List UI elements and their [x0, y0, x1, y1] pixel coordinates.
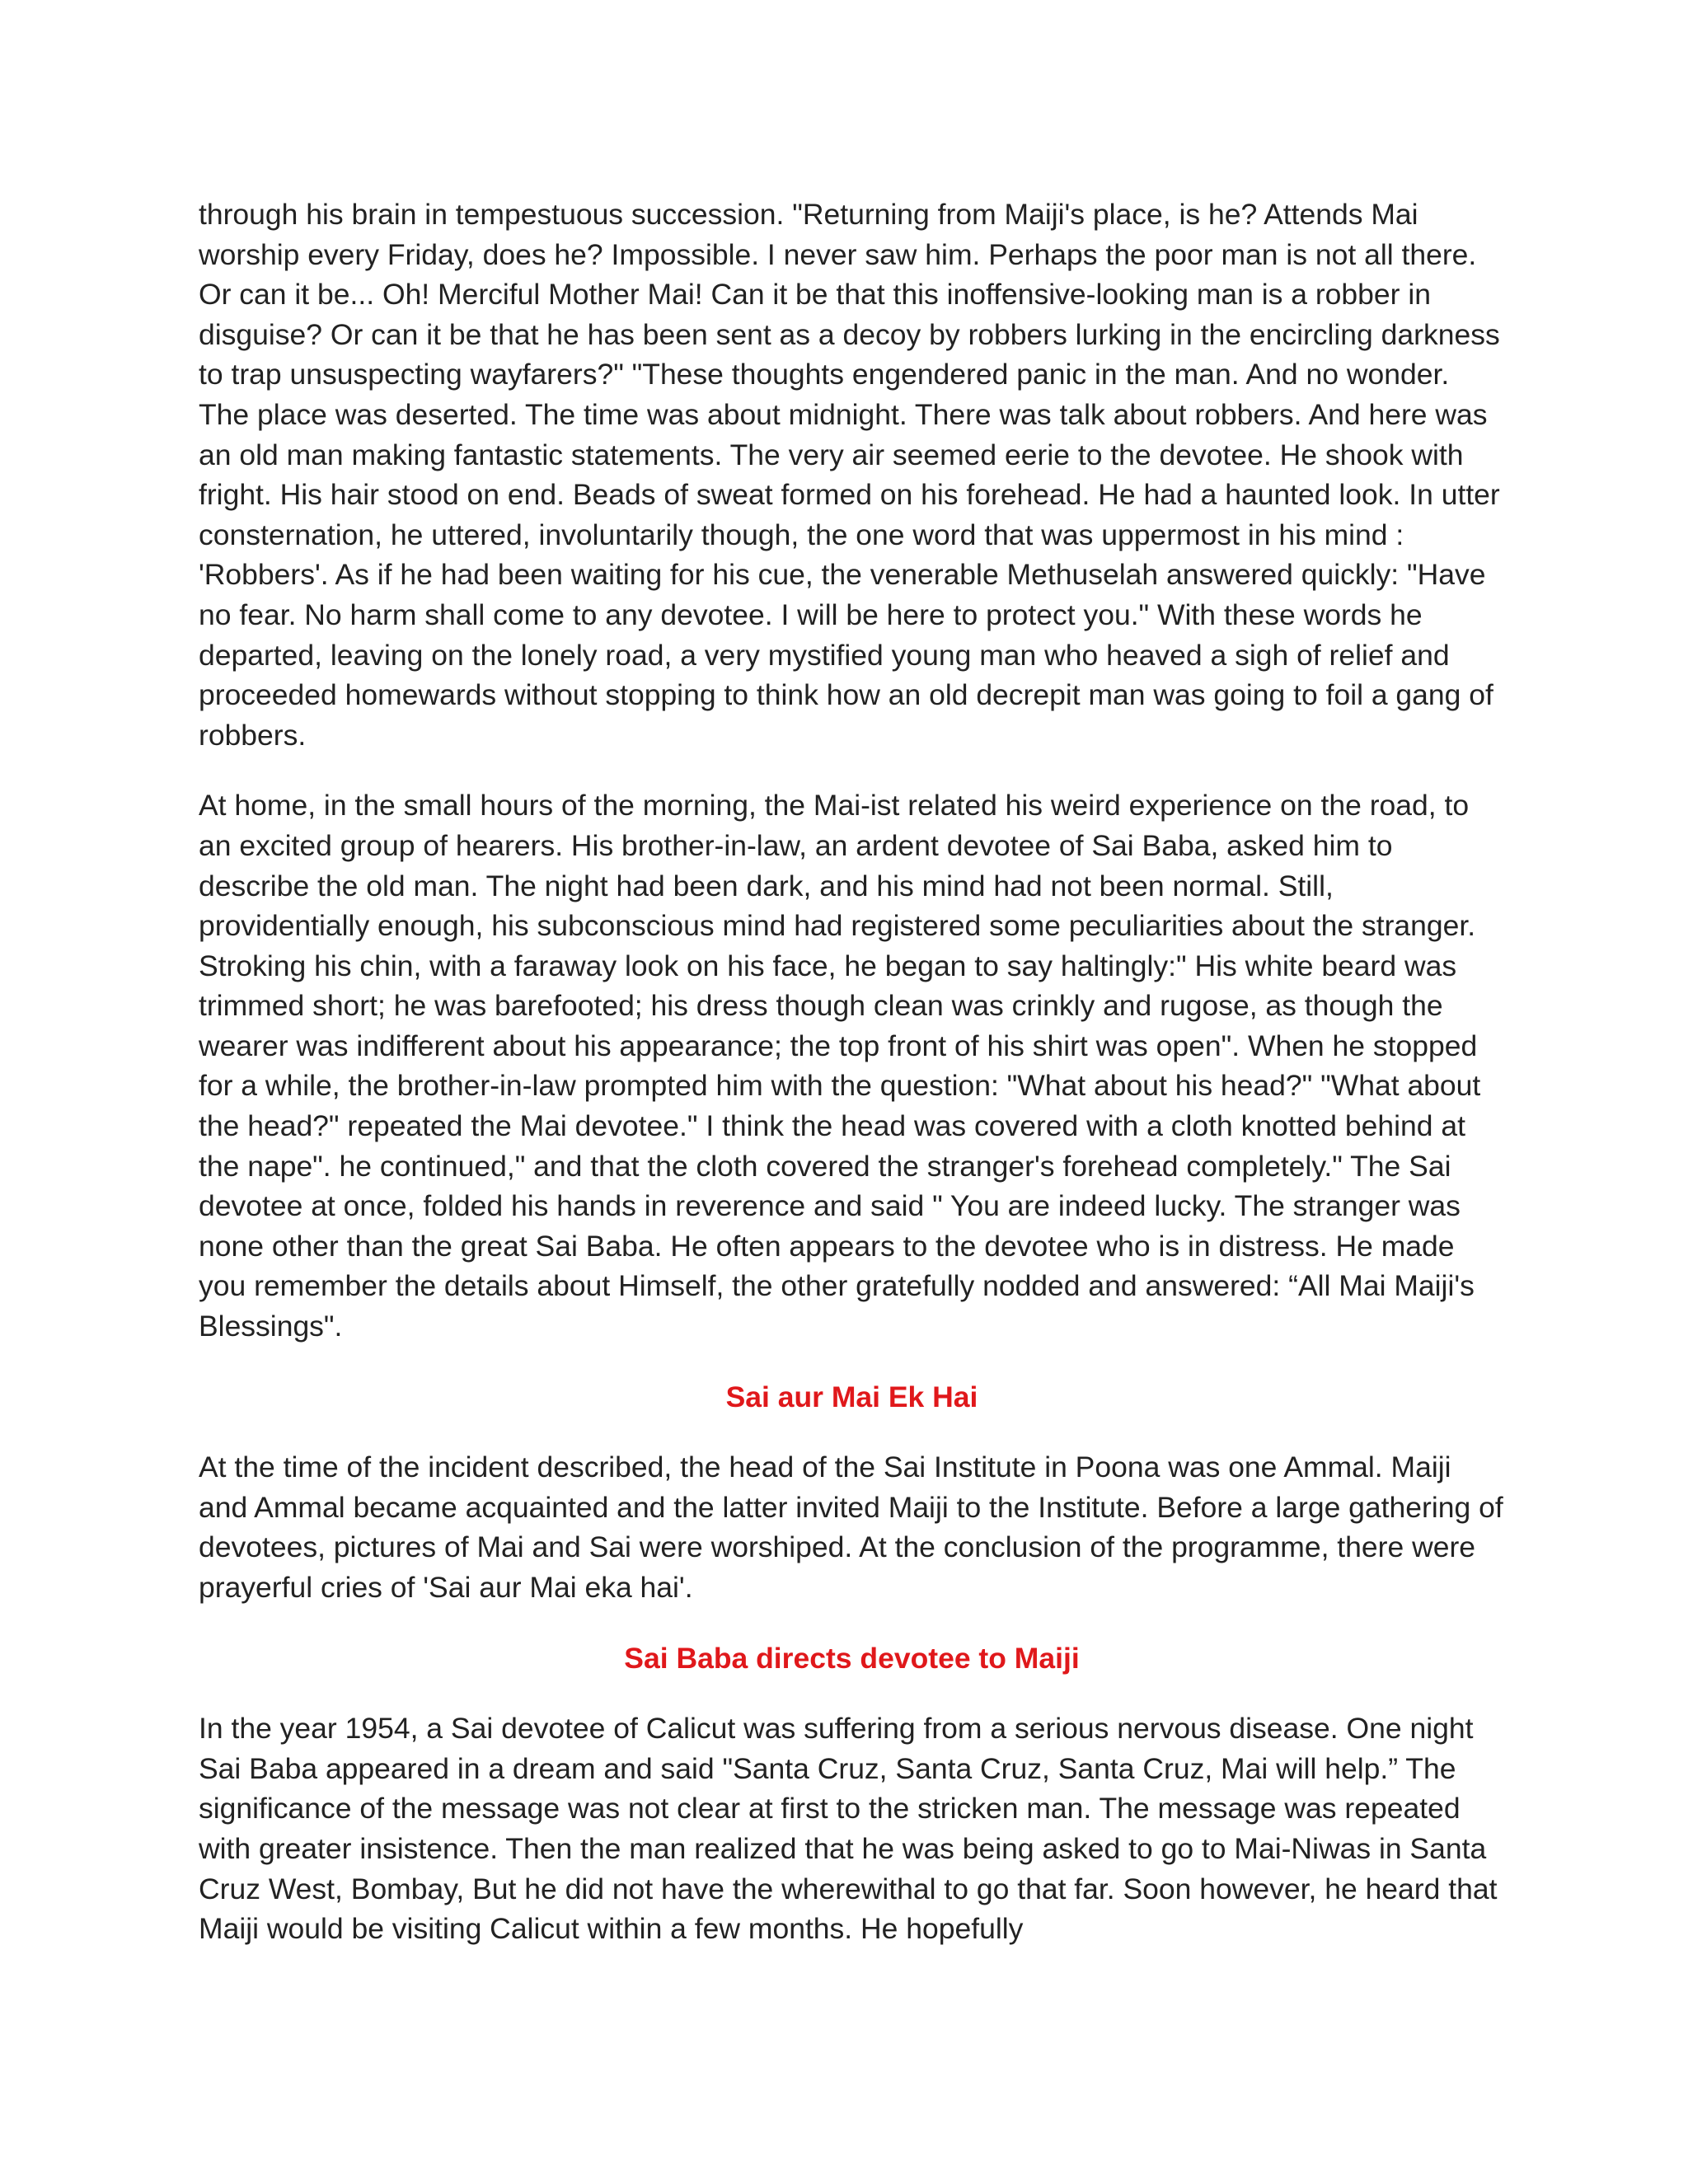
- paragraph-calicut-devotee: In the year 1954, a Sai devotee of Calicut was suffering from a serious nervous disease. One night Sai Baba appeared in a dream and said "Santa Cruz, Santa Cruz, Santa Cruz, Mai will help.” The significance of the message was not clear at first to the stricken man. The message was repeated with greater insistence. Then the man realized that he was being asked to go to Mai-Niwas in Santa Cruz West, Bombay, But he did not have the wherewithal to go that far. Soon however, he heard that Maiji would be visiting Calicut within a few months. He hopefully: [199, 1712, 1498, 1946]
- section-heading-sai-aur-mai: Sai aur Mai Ek Hai: [725, 1380, 978, 1413]
- document-page: [199, 194, 1505, 1949]
- paragraph-stranger-description: At home, in the small hours of the morning, the Mai-ist related his weird experience on the road, to an excited group of hearers. His brother-in-law, an ardent devotee of Sai Baba, asked him to describe the old man. The night had been dark, and his mind had not been normal. Still, providentially enough, his subconscious mind had registered some peculiarities about the stranger. Stroking his chin, with a faraway look on his face, he began to say haltingly:" His white beard was trimmed short; he was barefooted; his dress though clean was crinkly and rugose, as though the wearer was indifferent about his appearance; the top front of his shirt was open". When he stopped for a while, the brother-in-law prompted him with the question: "What about his head?" "What about the head?" repeated the Mai devotee." I think the head was covered with a cloth knotted behind at the nape". he continued," and that the cloth covered the stranger's forehead completely." The Sai devotee at once, folded his hands in reverence and said " You are indeed lucky. The stranger was none other than the great Sai Baba. He often appears to the devotee who is in distress. He made you remember the details about Himself, the other gratefully nodded and answered: “All Mai Maiji's Blessings".: [199, 789, 1481, 1343]
- paragraph-robbers-encounter: through his brain in tempestuous succession. "Returning from Maiji's place, is he? Attends Mai worship every Friday, does he? Impossible. I never saw him. Perhaps the poor man is not all there. Or can it be... Oh! Merciful Mother Mai! Can it be that this inoffensive-looking man is a robber in disguise? Or can it be that he has been sent as a decoy by robbers lurking in the encircling darkness to trap unsuspecting wayfarers?" "These thoughts engendered panic in the man. And no wonder. The place was deserted. The time was about midnight. There was talk about robbers. And here was an old man making fantastic statements. The very air seemed eerie to the devotee. He shook with fright. His hair stood on end. Beads of sweat formed on his forehead. He had a haunted look. In utter consternation, he uttered, involuntarily though, the one word that was uppermost in his mind : 'Robbers'. As if he had been waiting for his cue, the venerable Methuselah answered quickly: "Have no fear. No harm shall come to any devotee. I will be here to protect you." With these words he departed, leaving on the lonely road, a very mystified young man who heaved a sigh of relief and proceeded homewards without stopping to think how an old decrepit man was going to foil a gang of robbers.: [199, 198, 1500, 752]
- paragraph-sai-institute: At the time of the incident described, the head of the Sai Institute in Poona was one Ammal. Maiji and Ammal became acquainted and the latter invited Maiji to the Institute. Before a large gathering of devotees, pictures of Mai and Sai were worshiped. At the conclusion of the programme, there were prayerful cries of 'Sai aur Mai eka hai'.: [199, 1451, 1503, 1604]
- section-heading-sai-baba-directs: Sai Baba directs devotee to Maiji: [624, 1641, 1080, 1675]
